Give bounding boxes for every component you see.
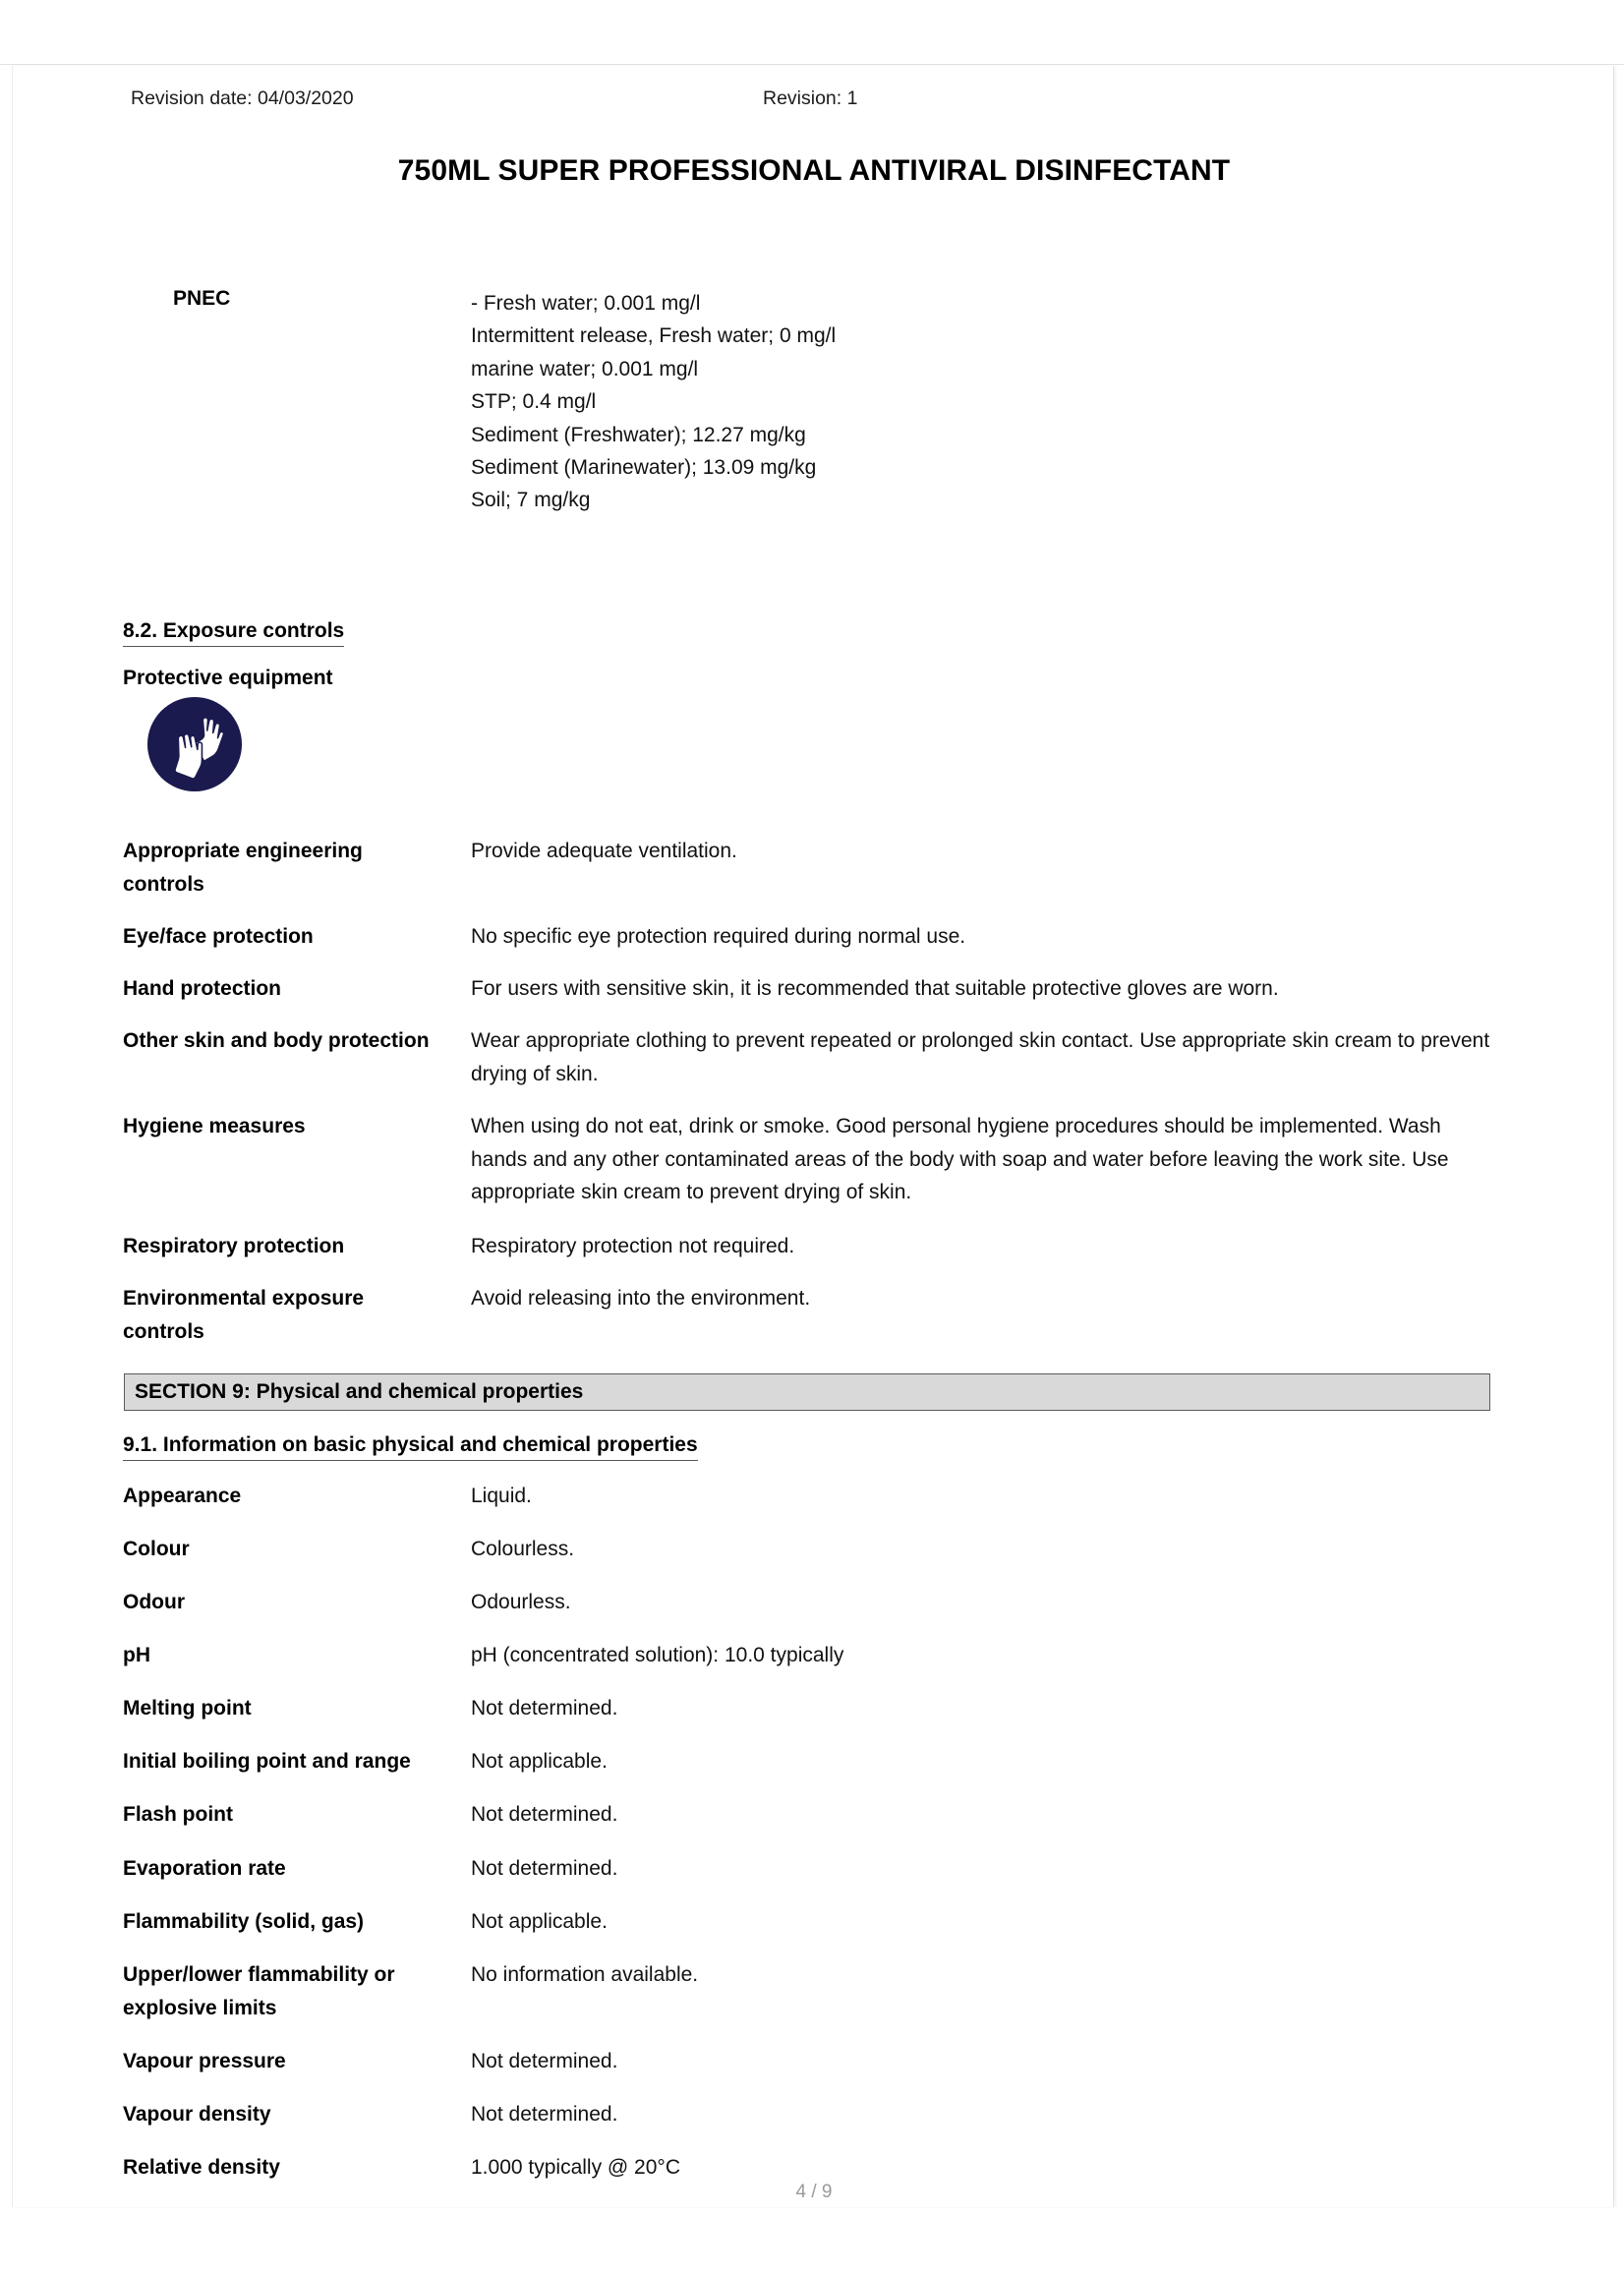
protective-equipment-heading: Protective equipment: [123, 667, 333, 689]
row-label: Appropriate engineering controls: [123, 840, 363, 896]
row-label: Respiratory protection: [123, 1235, 345, 1257]
row-value: When using do not eat, drink or smoke. Good personal hygiene procedures should be implemented. Wash hands and any other contaminated areas of the body with soap and water before leaving the work site. Use appropriate skin cream to prevent drying of skin.: [471, 1115, 1449, 1204]
pnec-value-line: STP; 0.4 mg/l: [471, 390, 597, 414]
row-value: 1.000 typically @ 20°C: [471, 2156, 680, 2179]
row-value: Avoid releasing into the environment.: [471, 1287, 811, 1310]
row-value: Colourless.: [471, 1538, 575, 1560]
row-label: Flammability (solid, gas): [123, 1910, 365, 1933]
row-value: Not applicable.: [471, 1750, 608, 1773]
protective-gloves-pictogram: [146, 696, 243, 792]
document-running-header: [13, 87, 1614, 111]
row-value: Not applicable.: [471, 1910, 608, 1933]
revision-date-text: Revision date: 04/03/2020: [131, 87, 354, 109]
viewer-toolbar-strip: [0, 0, 1624, 65]
section-9-banner: [124, 1373, 1490, 1411]
row-value: Not determined.: [471, 2050, 618, 2072]
row-label: pH: [123, 1644, 150, 1666]
row-label: Hand protection: [123, 977, 281, 1000]
row-label: Appearance: [123, 1485, 242, 1507]
row-value: Respiratory protection not required.: [471, 1235, 795, 1257]
row-value: Not determined.: [471, 1857, 618, 1880]
section-9-banner-label: SECTION 9: Physical and chemical properties: [135, 1380, 584, 1403]
row-value: Liquid.: [471, 1485, 532, 1507]
pnec-value-line: Sediment (Marinewater); 13.09 mg/kg: [471, 456, 817, 480]
row-value: pH (concentrated solution): 10.0 typically: [471, 1644, 844, 1666]
row-label: Environmental exposure controls: [123, 1287, 365, 1343]
row-value: No specific eye protection required during normal use.: [471, 925, 966, 948]
row-label: Relative density: [123, 2156, 280, 2179]
row-value: Not determined.: [471, 2103, 618, 2126]
row-label: Other skin and body protection: [123, 1029, 430, 1052]
revision-number-text: Revision: 1: [763, 87, 858, 109]
row-label: Hygiene measures: [123, 1115, 306, 1137]
row-label: Eye/face protection: [123, 925, 314, 948]
heading-8-2-exposure-controls: 8.2. Exposure controls: [123, 619, 344, 647]
row-value: Wear appropriate clothing to prevent repeated or prolonged skin contact. Use appropriate skin cream to prevent drying of skin.: [471, 1029, 1490, 1085]
pnec-value-line: Sediment (Freshwater); 12.27 mg/kg: [471, 423, 806, 446]
row-label: Vapour density: [123, 2103, 271, 2126]
row-label: Initial boiling point and range: [123, 1750, 411, 1773]
pnec-value-line: - Fresh water; 0.001 mg/l: [471, 292, 701, 315]
pnec-value-line: marine water; 0.001 mg/l: [471, 357, 699, 380]
row-label: Flash point: [123, 1803, 233, 1826]
row-label: Vapour pressure: [123, 2050, 286, 2072]
pnec-value-line: Intermittent release, Fresh water; 0 mg/l: [471, 324, 837, 348]
row-value: Odourless.: [471, 1591, 571, 1613]
row-label: Evaporation rate: [123, 1857, 286, 1880]
row-label: Odour: [123, 1591, 185, 1613]
row-value: For users with sensitive skin, it is recommended that suitable protective gloves are worn.: [471, 977, 1279, 1000]
row-value: Not determined.: [471, 1697, 618, 1720]
heading-9-1-basic-properties: 9.1. Information on basic physical and chemical properties: [123, 1433, 698, 1461]
pnec-value-line: Soil; 7 mg/kg: [471, 489, 591, 512]
page-number-footer: 4 / 9: [795, 2182, 833, 2202]
row-value: No information available.: [471, 1963, 699, 1986]
page-title: 750ML SUPER PROFESSIONAL ANTIVIRAL DISINFECTANT: [397, 154, 1231, 187]
pnec-values: [471, 287, 1356, 517]
document-page: [12, 66, 1614, 2207]
row-value: Provide adequate ventilation.: [471, 840, 737, 862]
row-label: Colour: [123, 1538, 190, 1560]
row-label: Melting point: [123, 1697, 252, 1720]
row-label: Upper/lower flammability or explosive limits: [123, 1963, 395, 2019]
pnec-label: PNEC: [173, 287, 231, 310]
row-value: Not determined.: [471, 1803, 618, 1826]
